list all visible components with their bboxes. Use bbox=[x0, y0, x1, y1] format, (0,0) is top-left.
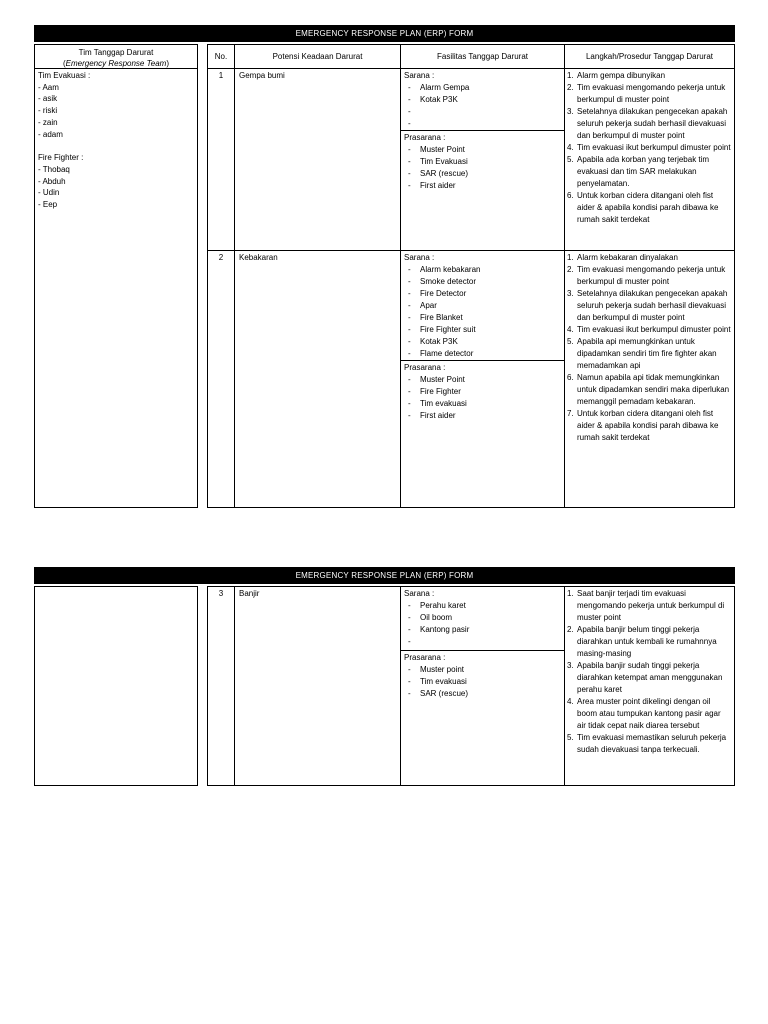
langkah-step: 1. Saat banjir terjadi tim evakuasi mengomando pekerja untuk berkumpul di muster point bbox=[567, 589, 725, 622]
fighter-member: - Eep bbox=[38, 200, 58, 210]
prasarana-item: - SAR (rescue) bbox=[408, 168, 561, 180]
fighter-member: - Udin bbox=[38, 188, 60, 198]
sarana-item: - Apar bbox=[408, 300, 561, 312]
sarana-item bbox=[408, 636, 561, 648]
team-header-subtitle: (Emergency Response Team) bbox=[63, 59, 169, 68]
header-langkah: Langkah/Prosedur Tanggap Darurat bbox=[585, 51, 714, 61]
row-number: 3 bbox=[208, 587, 235, 785]
sarana-item: - Fire Blanket bbox=[408, 312, 561, 324]
langkah-step: 1. Alarm gempa dibunyikan bbox=[567, 71, 666, 80]
prasarana-item: - First aider bbox=[408, 180, 561, 192]
team-list bbox=[35, 69, 197, 212]
langkah-step: 6. Untuk korban cidera ditangani oleh fist aider & apabila kondisi parah dibawa ke rumah sakit terdekat bbox=[567, 191, 719, 224]
table-row bbox=[208, 69, 734, 251]
row-number: 2 bbox=[208, 251, 235, 507]
evakuasi-member: - adam bbox=[38, 129, 63, 139]
sarana-item: - Kantong pasir bbox=[408, 624, 561, 636]
sarana-block bbox=[401, 587, 564, 651]
langkah-step: 4. Area muster point dikelingi dengan oil boom atau tumpukan kantong pasir agar air tidak cepat naik diarea tersebut bbox=[567, 697, 721, 730]
fighter-member: - Abduh bbox=[38, 176, 66, 186]
form-title-banner: EMERGENCY RESPONSE PLAN (ERP) FORM bbox=[34, 25, 735, 42]
sarana-item: - Perahu karet bbox=[408, 600, 561, 612]
prasarana-item: - Muster Point bbox=[408, 144, 561, 156]
prasarana-block bbox=[401, 361, 564, 423]
evakuasi-label: Tim Evakuasi : bbox=[38, 71, 91, 80]
sarana-item: - Smoke detector bbox=[408, 276, 561, 288]
row-langkah bbox=[565, 587, 734, 785]
prasarana-block bbox=[401, 131, 564, 193]
sarana-item: - Fire Detector bbox=[408, 288, 561, 300]
team-header-title: Tim Tanggap Darurat bbox=[78, 48, 154, 57]
table-header-row bbox=[208, 45, 734, 69]
prasarana-block bbox=[401, 651, 564, 701]
prasarana-item: - Muster point bbox=[408, 664, 561, 676]
langkah-step: 7. Untuk korban cidera ditangani oleh fist aider & apabila kondisi parah dibawa ke rumah sakit terdekat bbox=[567, 409, 719, 442]
prasarana-item: - Tim Evakuasi bbox=[408, 156, 561, 168]
team-column-empty bbox=[34, 586, 198, 786]
row-fasilitas bbox=[401, 251, 565, 507]
langkah-step: 3. Setelahnya dilakukan pengecekan apakah seluruh pekerja sudah berhasil dievakuasi dan berkumpul di muster point bbox=[567, 289, 728, 322]
fighter-member: - Thobaq bbox=[38, 164, 70, 174]
row-fasilitas bbox=[401, 587, 565, 785]
langkah-step: 4. Tim evakuasi ikut berkumpul dimuster point bbox=[567, 143, 731, 152]
evakuasi-member: - zain bbox=[38, 117, 58, 127]
langkah-step: 6. Namun apabila api tidak memungkinkan untuk dipadamkan sendiri maka diperlukan memanggil pemadam kebakaran. bbox=[567, 373, 730, 406]
langkah-step: 2. Apabila banjir belum tinggi pekerja diarahkan untuk kembali ke rumahnnya masing-masing bbox=[567, 625, 717, 658]
langkah-step: 3. Apabila banjir sudah tinggi pekerja diarahkan ketempat aman menggunakan perahu karet bbox=[567, 661, 723, 694]
langkah-step: 5. Tim evakuasi memastikan seluruh pekerja sudah dievakuasi tanpa terkecuali. bbox=[567, 733, 727, 754]
erp-form-page-2 bbox=[34, 567, 735, 786]
prasarana-item: - First aider bbox=[408, 410, 561, 422]
sarana-item bbox=[408, 118, 561, 130]
langkah-step: 1. Alarm kebakaran dinyalakan bbox=[567, 253, 678, 262]
sarana-block bbox=[401, 69, 564, 131]
prasarana-label: Prasarana : bbox=[404, 363, 446, 372]
sarana-item: - Alarm Gempa bbox=[408, 82, 561, 94]
team-column bbox=[34, 44, 198, 508]
sarana-item: - Fire Fighter suit bbox=[408, 324, 561, 336]
prasarana-item: - Muster Point bbox=[408, 374, 561, 386]
evakuasi-member: - asik bbox=[38, 94, 58, 104]
erp-table bbox=[207, 586, 735, 786]
erp-form-page-1 bbox=[34, 25, 735, 508]
langkah-step: 2. Tim evakuasi mengomando pekerja untuk berkumpul di muster point bbox=[567, 265, 726, 286]
langkah-step: 5. Apabila api memungkinkan untuk dipadamkan sendiri tim fire fighter akan memadamkan api bbox=[567, 337, 717, 370]
evakuasi-member: - Aam bbox=[38, 82, 59, 92]
table-row bbox=[208, 251, 734, 507]
langkah-step: 4. Tim evakuasi ikut berkumpul dimuster point bbox=[567, 325, 731, 334]
sarana-item bbox=[408, 106, 561, 118]
header-fasilitas: Fasilitas Tanggap Darurat bbox=[401, 45, 565, 68]
sarana-item: - Oil boom bbox=[408, 612, 561, 624]
sarana-label: Sarana : bbox=[404, 253, 435, 262]
form-title-banner: EMERGENCY RESPONSE PLAN (ERP) FORM bbox=[34, 567, 735, 584]
sarana-item: - Alarm kebakaran bbox=[408, 264, 561, 276]
row-potensi: Banjir bbox=[235, 587, 401, 785]
header-no: No. bbox=[208, 45, 235, 68]
sarana-item: - Kotak P3K bbox=[408, 94, 561, 106]
langkah-step: 5. Apabila ada korban yang terjebak tim evakuasi dan tim SAR melakukan penyelamatan. bbox=[567, 155, 710, 188]
row-langkah bbox=[565, 69, 734, 250]
prasarana-item: - Tim evakuasi bbox=[408, 676, 561, 688]
evakuasi-member: - riski bbox=[38, 106, 58, 116]
sarana-block bbox=[401, 251, 564, 361]
prasarana-item: - SAR (rescue) bbox=[408, 688, 561, 700]
row-fasilitas bbox=[401, 69, 565, 250]
langkah-step: 2. Tim evakuasi mengomando pekerja untuk berkumpul di muster point bbox=[567, 83, 726, 104]
team-column-header bbox=[35, 45, 197, 69]
prasarana-label: Prasarana : bbox=[404, 653, 446, 662]
prasarana-item: - Fire Fighter bbox=[408, 386, 561, 398]
fighter-label: Fire Fighter : bbox=[38, 153, 84, 163]
table-row bbox=[208, 587, 734, 785]
prasarana-label: Prasarana : bbox=[404, 133, 446, 142]
sarana-label: Sarana : bbox=[404, 589, 435, 598]
row-langkah bbox=[565, 251, 734, 507]
sarana-item: - Kotak P3K bbox=[408, 336, 561, 348]
row-potensi: Gempa bumi bbox=[235, 69, 401, 250]
row-potensi: Kebakaran bbox=[235, 251, 401, 507]
row-number: 1 bbox=[208, 69, 235, 250]
sarana-label: Sarana : bbox=[404, 71, 435, 80]
erp-table bbox=[207, 44, 735, 508]
langkah-step: 3. Setelahnya dilakukan pengecekan apakah seluruh pekerja sudah berhasil dievakuasi dan berkumpul di muster point bbox=[567, 107, 728, 140]
header-potensi: Potensi Keadaan Darurat bbox=[235, 45, 401, 68]
prasarana-item: - Tim evakuasi bbox=[408, 398, 561, 410]
sarana-item: - Flame detector bbox=[408, 348, 561, 360]
